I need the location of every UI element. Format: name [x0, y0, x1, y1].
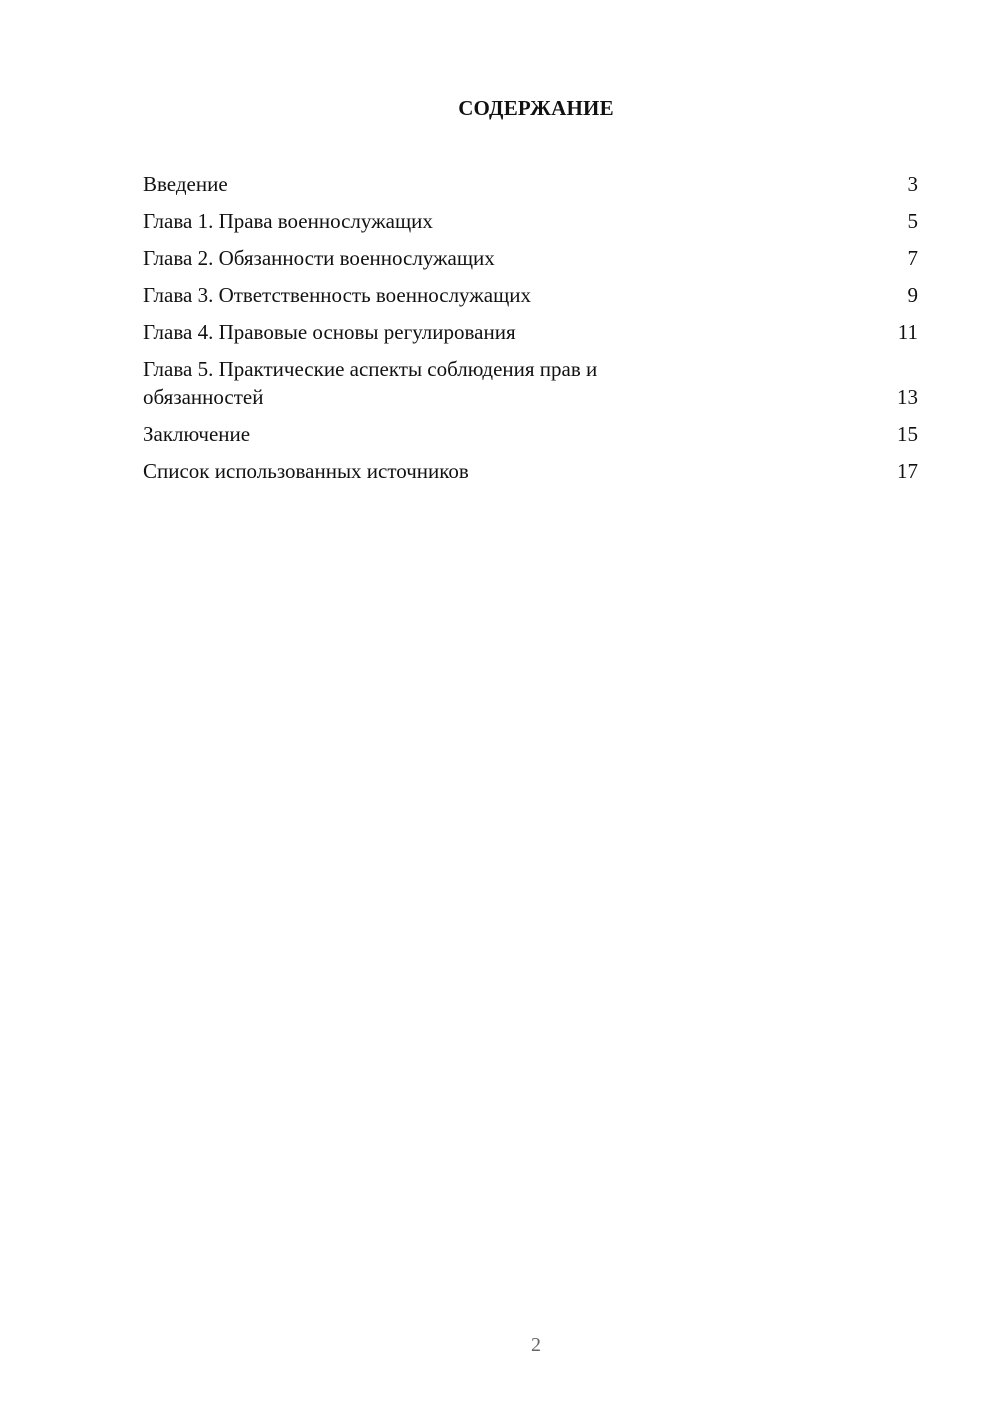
toc-entry-label: Список использованных источников [143, 459, 469, 483]
toc-entry [143, 457, 918, 485]
toc-entry-label: Введение [143, 172, 228, 196]
toc-entry-label: Глава 1. Права военнослужащих [143, 209, 433, 233]
toc-entry-page: 15 [897, 422, 918, 446]
toc-entry [143, 281, 918, 309]
toc-entry-page: 17 [897, 459, 918, 483]
toc-entry-page: 5 [907, 209, 918, 233]
toc-entry-page: 13 [897, 385, 918, 409]
toc-entry [143, 355, 918, 411]
table-of-contents [143, 170, 918, 494]
toc-entry [143, 170, 918, 198]
toc-entry [143, 318, 918, 346]
page-title: СОДЕРЖАНИЕ [458, 96, 614, 120]
toc-entry [143, 420, 918, 448]
toc-entry-page: 11 [897, 320, 918, 344]
toc-entry [143, 207, 918, 235]
toc-entry-page: 9 [907, 283, 918, 307]
toc-entry-page: 7 [907, 246, 918, 270]
toc-entry-page: 3 [907, 172, 918, 196]
toc-entry-label: Глава 2. Обязанности военнослужащих [143, 246, 495, 270]
toc-entry-label: Глава 4. Правовые основы регулирования [143, 320, 516, 344]
toc-entry-label: Глава 3. Ответственность военнослужащих [143, 283, 532, 307]
toc-entry-label: Заключение [143, 422, 251, 446]
toc-entry-label: Глава 5. Практические аспекты соблюдения прав и обязанностей [143, 357, 598, 409]
toc-entry [143, 244, 918, 272]
page-number: 2 [531, 1334, 541, 1356]
